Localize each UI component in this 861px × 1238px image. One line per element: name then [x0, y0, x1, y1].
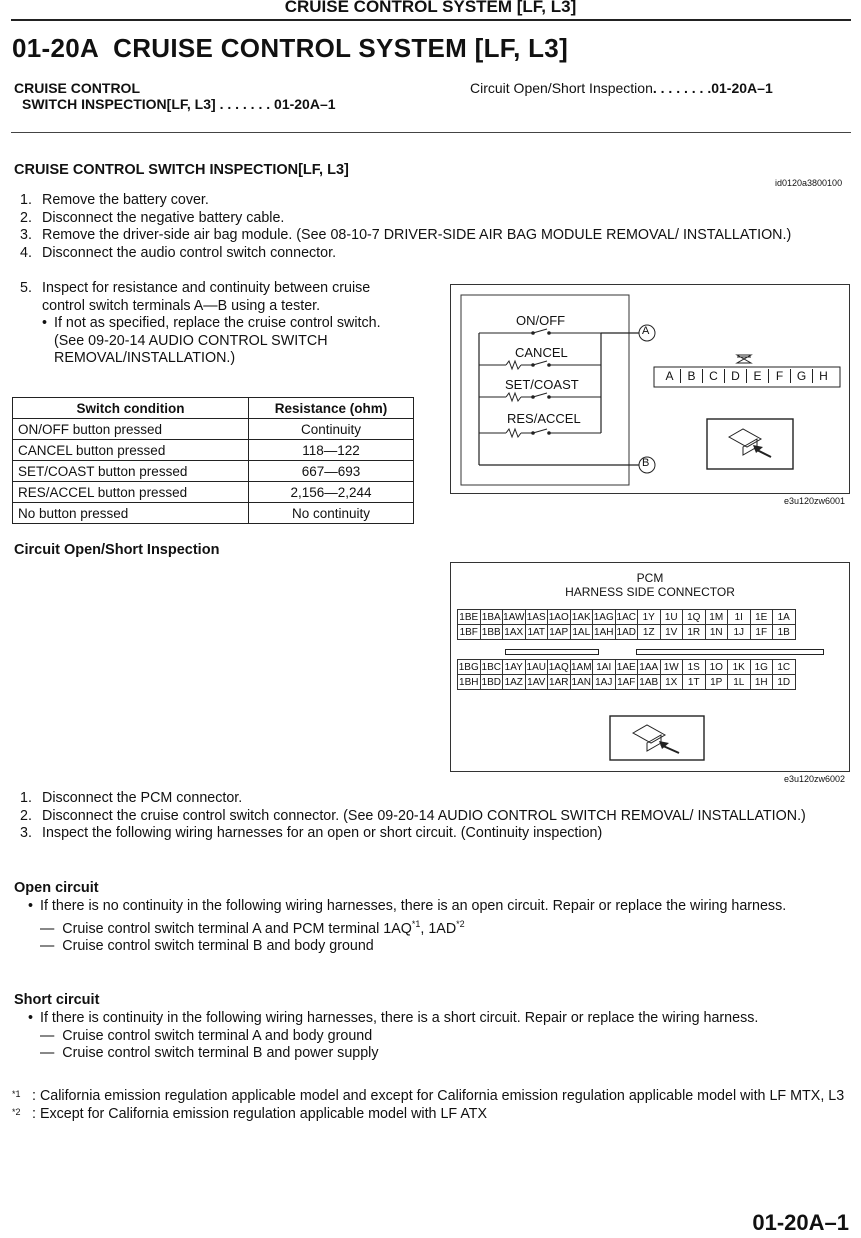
running-header: CRUISE CONTROL SYSTEM [LF, L3]: [284, 0, 577, 16]
pcm-pin: 1L: [728, 675, 751, 690]
pcm-pin: 1AN: [571, 676, 591, 688]
pcm-pin: 1BF: [458, 625, 481, 640]
step-num: 3.: [20, 825, 32, 841]
pcm-pin: 1G: [750, 660, 773, 675]
pcm-key-left: [505, 649, 599, 655]
pcm-connector-figure: [450, 562, 850, 772]
table-cell: 667—693: [249, 461, 414, 482]
circuit-step-1: [12, 790, 832, 808]
pcm-pin: 1AK: [571, 611, 591, 623]
circuit-section-heading: Circuit Open/Short Inspection: [14, 542, 220, 558]
pcm-key-right: [636, 649, 824, 655]
pcm-row: [458, 610, 796, 625]
step-num: 1.: [20, 192, 32, 208]
short-circuit-bullet: • If there is continuity in the following wiring harnesses, there is a short circuit. Repair or replace the wiring harness.: [12, 1010, 847, 1028]
table-cell: CANCEL button pressed: [13, 440, 249, 461]
pcm-pin: 1H: [750, 675, 773, 690]
toc-left-line1: CRUISE CONTROL: [14, 80, 140, 96]
footnotes: [12, 1088, 852, 1123]
terminal-b-label: B: [642, 457, 650, 469]
pcm-pin: 1Y: [638, 610, 661, 625]
table-cell: SET/COAST button pressed: [13, 461, 249, 482]
pcm-pin: 1O: [705, 660, 728, 675]
step-4: [12, 245, 812, 263]
pcm-fig-id: e3u120zw6002: [784, 774, 846, 784]
pcm-pin: 1AE: [616, 661, 636, 673]
circuit-steps: [12, 790, 832, 843]
circuit-step-2: [12, 808, 832, 826]
pcm-pin: 1J: [728, 625, 751, 640]
pcm-pin: 1AW: [503, 611, 525, 623]
pcm-pin: 1AH: [594, 626, 614, 638]
switch-section-heading: CRUISE CONTROL SWITCH INSPECTION[LF, L3]: [14, 162, 349, 178]
pcm-row: [458, 675, 796, 690]
switch-step-5: [12, 280, 407, 368]
pcm-pin: 1AP: [549, 626, 569, 638]
step-text: Disconnect the audio control switch connector.: [42, 244, 337, 261]
toc-left-line2: [14, 96, 336, 112]
connector-pin: B: [681, 369, 703, 383]
step-1: [12, 192, 812, 210]
step-text: Disconnect the negative battery cable.: [42, 209, 285, 226]
table-cell: RES/ACCEL button pressed: [13, 482, 249, 503]
pcm-pin: 1BG: [458, 661, 479, 673]
pcm-pin: 1AQ: [548, 661, 569, 673]
short-circuit-body: [12, 1010, 847, 1063]
table-row: [13, 461, 414, 482]
switch-bullet: • If not as specified, replace the cruise control switch. (See 09-20-14 AUDIO CONTROL SWITCH REMOVAL/INSTALLATION.): [12, 315, 407, 368]
step-num: 2.: [20, 209, 32, 226]
toc-right-text: Circuit Open/Short Inspection: [470, 80, 653, 96]
pcm-pin: 1AJ: [593, 675, 616, 690]
switch-steps-top: [12, 192, 812, 262]
pcm-pin: 1C: [773, 660, 796, 675]
step-2: [12, 210, 812, 228]
pcm-pin: 1P: [705, 675, 728, 690]
pcm-pin: 1AX: [504, 626, 524, 638]
pcm-pin: 1AO: [548, 611, 569, 623]
pcm-pin: 1W: [660, 660, 683, 675]
pcm-pin: 1AY: [503, 660, 526, 675]
step-text: Remove the battery cover.: [42, 192, 209, 208]
step-text: Inspect the following wiring harnesses for an open or short circuit. (Continuity inspection): [42, 825, 603, 841]
open-item1-mid: , 1AD: [420, 920, 457, 937]
pcm-pin: 1X: [660, 675, 683, 690]
pcm-subtitle: HARNESS SIDE CONNECTOR: [565, 585, 735, 599]
pcm-pin: 1A: [773, 610, 796, 625]
table-row: [13, 503, 414, 524]
step-text: Disconnect the PCM connector.: [42, 790, 243, 806]
step-3: [12, 227, 812, 245]
pcm-pin: 1AM: [570, 661, 592, 673]
toc-rule: [11, 132, 851, 133]
pcm-pin: 1M: [705, 610, 728, 625]
pcm-pin: 1S: [683, 660, 706, 675]
toc-right-page: 01-20A–1: [711, 80, 773, 96]
footnote-2: [12, 1106, 852, 1124]
step-text: Inspect for resistance and continuity between cruise control switch terminals A—B using a tester.: [42, 280, 371, 314]
page-title: 01-20A CRUISE CONTROL SYSTEM [LF, L3]: [12, 33, 569, 63]
switch-circuit-figure: [450, 284, 850, 494]
pcm-pin: 1BH: [459, 676, 479, 688]
pcm-row: [458, 625, 796, 640]
connector-pin: E: [747, 369, 769, 383]
pcm-pin: 1V: [660, 625, 683, 640]
pcm-pin: 1AR: [549, 676, 569, 688]
open-item1-sup1: *1: [411, 918, 421, 929]
table-cell: Continuity: [249, 419, 414, 440]
short-item1-text: Cruise control switch terminal A and body ground: [62, 1027, 373, 1044]
pcm-pin: 1Q: [683, 610, 706, 625]
pcm-pin: 1K: [728, 660, 751, 675]
pcm-pin: 1AF: [615, 675, 638, 690]
pcm-pin: 1I: [728, 610, 751, 625]
connector-pin: F: [769, 369, 791, 383]
pcm-pin: 1AZ: [503, 675, 526, 690]
pcm-pin: 1F: [750, 625, 773, 640]
table-cell: No button pressed: [13, 503, 249, 524]
pcm-pin: 1D: [773, 675, 796, 690]
table-header: Resistance (ohm): [249, 398, 414, 419]
pcm-lower-grid: [457, 659, 796, 690]
toc-left-page: 01-20A–1: [274, 96, 336, 112]
pcm-row: [458, 660, 796, 675]
step-text: Remove the driver-side air bag module. (See 08-10-7 DRIVER-SIDE AIR BAG MODULE REMOVAL/ INSTALLATION.): [42, 227, 792, 243]
pcm-pin: 1AT: [525, 625, 548, 640]
page-number: 01-20A–1: [752, 1210, 849, 1235]
connector-pin: A: [659, 369, 681, 383]
resistance-table: [12, 397, 414, 524]
step-num: 3.: [20, 227, 32, 243]
switch-label-set-coast: SET/COAST: [505, 377, 579, 392]
switch-label-res-accel: RES/ACCEL: [507, 411, 581, 426]
table-row: [13, 419, 414, 440]
open-circuit-item-1: — Cruise control switch terminal A and PCM terminal 1AQ$^{*1}$, 1AD$^{*2}$: [40, 918, 465, 937]
switch-label-on-off: ON/OFF: [516, 313, 566, 328]
pcm-pin: 1AC: [616, 611, 636, 623]
toc-right-dots: . . . . . . . .: [652, 80, 712, 96]
table-row: [13, 482, 414, 503]
pcm-title: PCM: [636, 571, 664, 585]
toc-left-dots: . . . . . . .: [219, 96, 271, 112]
short-item2-text: Cruise control switch terminal B and power supply: [62, 1045, 379, 1061]
connector-pin: C: [703, 369, 725, 383]
step-num: 4.: [20, 244, 32, 261]
circuit-step-3: [12, 825, 832, 843]
pcm-pin: 1BE: [459, 611, 479, 623]
pcm-pin: 1AS: [526, 611, 546, 623]
open-item2-text: Cruise control switch terminal B and body ground: [62, 937, 374, 954]
pcm-pin: 1U: [660, 610, 683, 625]
open-circuit-body: [12, 898, 847, 955]
step-num: 5.: [20, 280, 32, 296]
open-circuit-heading: Open circuit: [14, 880, 99, 896]
pcm-upper-grid: [457, 609, 796, 640]
table-header-row: [13, 398, 414, 419]
short-circuit-item-2: — Cruise control switch terminal B and power supply: [40, 1045, 379, 1061]
step-text: Disconnect the cruise control switch connector. (See 09-20-14 AUDIO CONTROL SWITCH REMOVAL/ INSTALLATION.): [42, 807, 806, 824]
pcm-pin: 1B: [773, 625, 796, 640]
table-cell: 2,156—2,244: [249, 482, 414, 503]
connector-pins: [659, 369, 834, 383]
toc-left-text: SWITCH INSPECTION[LF, L3]: [22, 96, 216, 112]
table-row: [13, 440, 414, 461]
table-cell: ON/OFF button pressed: [13, 419, 249, 440]
pcm-pin: 1AI: [593, 660, 616, 675]
pcm-pin: 1E: [750, 610, 773, 625]
pcm-pin: 1AD: [616, 626, 636, 638]
pcm-pin: 1AA: [639, 661, 659, 673]
pcm-pin: 1BA: [481, 611, 501, 623]
short-circuit-item-1: — Cruise control switch terminal A and body ground: [40, 1027, 373, 1044]
pcm-pin: 1AB: [639, 676, 659, 688]
open-item1-text: Cruise control switch terminal A and PCM terminal 1AQ: [62, 920, 412, 937]
pcm-pin: 1AG: [593, 611, 614, 623]
footnote-1: [12, 1088, 852, 1106]
pcm-pin: 1T: [683, 675, 706, 690]
open-item1-sup2: *2: [456, 918, 465, 929]
pcm-pin: 1Z: [638, 625, 661, 640]
pcm-pin: 1BC: [481, 661, 501, 673]
pcm-connector-icon: [609, 715, 705, 761]
switch-doc-id: id0120a3800100: [775, 178, 843, 188]
toc-left: [14, 80, 336, 112]
pcm-pin: 1AV: [525, 675, 548, 690]
table-cell: 118—122: [249, 440, 414, 461]
open-circuit-bullet: • If there is no continuity in the following wiring harnesses, there is an open circuit. Repair or replace the wiring harness.: [12, 898, 847, 916]
pcm-pin: 1BD: [481, 676, 501, 688]
footnote-text: : California emission regulation applicable model and except for California emission regulation applicable model with LF MTX, L3: [32, 1088, 845, 1104]
pcm-pin: 1AU: [526, 661, 546, 673]
open-circuit-item-2: — Cruise control switch terminal B and body ground: [40, 937, 374, 954]
pcm-pin: 1N: [705, 625, 728, 640]
step-num: 1.: [20, 790, 32, 806]
pcm-pin: 1AL: [570, 625, 593, 640]
toc-right: [470, 80, 773, 96]
step-5: [12, 280, 407, 315]
terminal-a-label: A: [642, 325, 650, 337]
connector-pin: D: [725, 369, 747, 383]
footnote-text: : Except for California emission regulation applicable model with LF ATX: [32, 1105, 488, 1122]
header-rule: [11, 19, 851, 21]
switch-label-cancel: CANCEL: [515, 345, 568, 360]
short-circuit-heading: Short circuit: [14, 992, 100, 1008]
switch-fig-id: e3u120zw6001: [784, 496, 846, 506]
table-cell: No continuity: [249, 503, 414, 524]
step-num: 2.: [20, 807, 32, 824]
pcm-pin: 1BB: [481, 626, 501, 638]
connector-pin: G: [791, 369, 813, 383]
table-header: Switch condition: [13, 398, 249, 419]
connector-pin: H: [819, 369, 828, 383]
footnote-mark: *2: [12, 1106, 21, 1117]
footnote-mark: *1: [12, 1089, 21, 1099]
pcm-pin: 1R: [683, 625, 706, 640]
